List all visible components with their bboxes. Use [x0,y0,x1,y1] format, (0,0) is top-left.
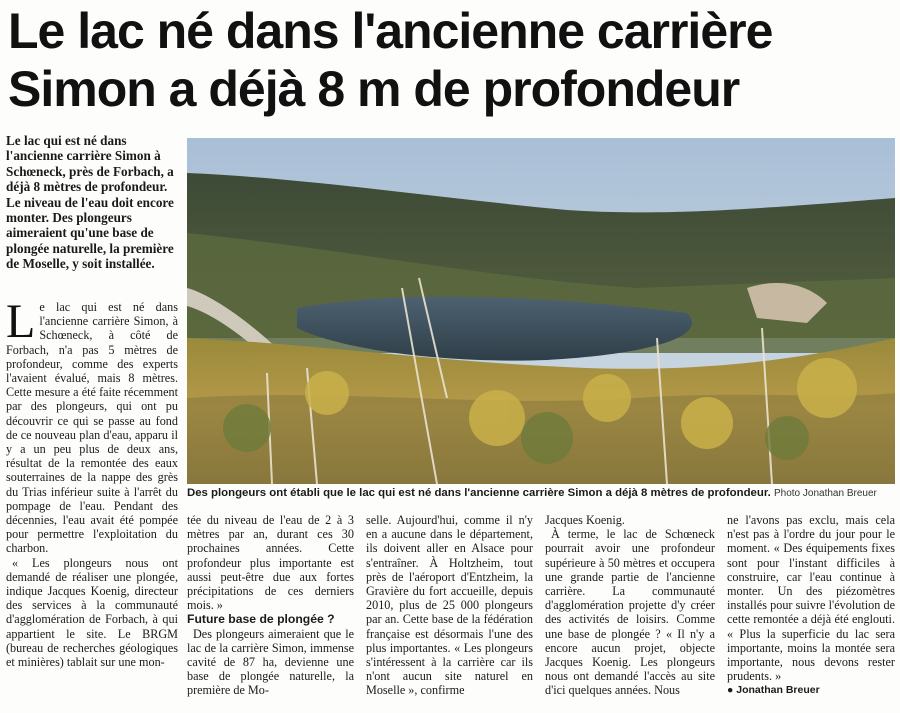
subheading-future-dive-base: Future base de plongée ? [187,612,335,627]
column-3-paragraph-1: selle. Aujourd'hui, comme il n'y en a aucune dans le département, ils doivent aller en Alsace pour s'entraîner. À Holtzheim, tout près de l'aéroport d'Entzheim, la Gravière du fort accueille, depuis 2010, plus de 25 000 plongeurs par an. Cette base de la fédération française est désormais l'une des plus importantes. « Les plongeurs s'intéressent à la carrière car ils n'ont aucun site naturel en Moselle », confirme [366,513,533,698]
headline [8,2,893,118]
author-signature: ● Jonathan Breuer [727,684,820,697]
column-1-paragraph-2: « Les plongeurs nous ont demandé de réaliser une plongée, indique Jacques Koenig, directeur des services à la communauté d'agglomération de Forbach, à qui appartient le site. Le BRGM (bureau de recherches géologiques et minières) tablait sur une mon- [6,555,178,670]
column-2-paragraph-2: Des plongeurs aimeraient que le lac de la carrière Simon, immense cavité de 87 ha, devienne une base de plongée naturelle, la première de Mo- [187,626,354,698]
article-column-2 [187,513,354,698]
photo-credit: Photo Jonathan Breuer [773,488,877,499]
column-2-paragraph-1: tée du niveau de l'eau de 2 à 3 mètres par an, durant ces 30 prochaines années. Cette profondeur plus importante est aussi peut-être due aux fortes précipitations de ces derniers mois. » [187,513,354,613]
caption-text: Des plongeurs ont établi que le lac qui est né dans l'ancienne carrière Simon a déjà 8 mètres de profondeur. [187,487,771,499]
quarry-lake-photo [187,138,895,484]
drop-cap: L [6,295,36,348]
headline-line-1: Le lac né dans l'ancienne carrière [8,3,773,59]
headline-line-2: Simon a déjà 8 m de profondeur [8,61,740,117]
column-4-paragraph-1: Jacques Koenig. [545,513,625,527]
article-intro: Le lac qui est né dans l'ancienne carrière Simon à Schœneck, près de Forbach, a déjà 8 mètres de profondeur. Le niveau de l'eau doit encore monter. Des plongeurs aimeraient qu'une base de plongée naturelle, la première de Moselle, y soit installée. [6,133,174,272]
column-1-paragraph-1: e lac qui est né dans l'ancienne carrière Simon, à Schœneck, à côté de Forbach, n'a pas 5 mètres de profondeur, comme des experts l'avaient évalué, mais 8 mètres. Cette mesure a été faite récemment par des plongeurs, qui ont pu découvrir ce qui se passe au fond de ce nouveau plan d'eau, apparu il y a un peu plus de deux ans, résultat de la remontée des eaux souterraines de la nappe des grès du Trias inférieur suite à l'arrêt du pompage de l'eau. Pendant des décennies, l'eau avait été pompée pour permettre l'exploitation du charbon. [6,300,178,556]
article-column-5 [727,513,895,698]
article-column-1 [6,295,178,670]
article-column-4 [545,513,715,698]
article-column-3 [366,513,533,698]
photo-caption [187,486,897,501]
landscape-photo-illustration [187,138,895,484]
column-4-paragraph-2: À terme, le lac de Schœneck pourrait avoir une profondeur supérieure à 50 mètres et occupera une grande partie de l'ancienne carrière. La communauté d'agglomération projette d'y créer des activités de loisirs. Comme une base de plongée ? « Il n'y a encore aucun projet, objecte Jacques Koenig. Les plongeurs nous ont demandé l'accès au site d'ici quelques années. Nous [545,527,715,698]
column-5-paragraph-1: ne l'avons pas exclu, mais cela n'est pas à l'ordre du jour pour le moment. « Des équipements fixes sont pour l'instant difficiles à construire, car l'eau continue à monter. Un des piézomètres installés pour suivre l'évolution de cette remontée a déjà été englouti. « Plus la superficie du lac sera importante, moins la montée sera importante, nous devons rester prudents. » [727,513,895,684]
